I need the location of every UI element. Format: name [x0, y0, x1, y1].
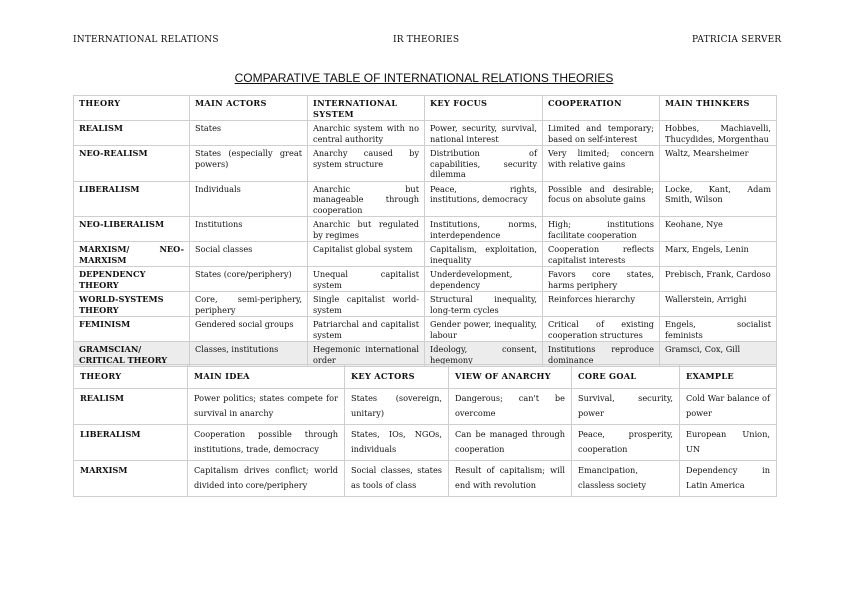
- header-topic: IR THEORIES: [393, 35, 460, 45]
- column-header: THEORY: [74, 365, 188, 389]
- table-cell: Hobbes, Machiavelli, Thucydides, Morgenthau: [660, 121, 777, 146]
- table-cell: Emancipation, classless society: [572, 461, 680, 497]
- table-cell: Individuals: [190, 181, 308, 217]
- table-cell: Social classes: [190, 242, 308, 267]
- column-header: THEORY: [74, 96, 190, 121]
- table-row: [74, 342, 777, 367]
- table-cell: States (sovereign, unitary): [345, 389, 449, 425]
- table-cell: DEPENDENCY THEORY: [74, 267, 190, 292]
- table-row: [74, 267, 777, 292]
- table-cell: Classes, institutions: [190, 342, 308, 367]
- table-cell: Cooperation possible through institutions, trade, democracy: [188, 425, 345, 461]
- table-cell: WORLD-SYSTEMS THEORY: [74, 292, 190, 317]
- column-header: VIEW OF ANARCHY: [449, 365, 572, 389]
- table-cell: Core, semi-periphery, periphery: [190, 292, 308, 317]
- comparative-table: [73, 95, 777, 367]
- table-cell: Cooperation reflects capitalist interests: [543, 242, 660, 267]
- table-cell: Capitalism drives conflict; world divided into core/periphery: [188, 461, 345, 497]
- table-cell: REALISM: [74, 121, 190, 146]
- table-cell: Anarchic but manageable through cooperation: [308, 181, 425, 217]
- table-cell: Patriarchal and capitalist system: [308, 317, 425, 342]
- table-cell: Marx, Engels, Lenin: [660, 242, 777, 267]
- column-header: EXAMPLE: [680, 365, 777, 389]
- column-header: MAIN THINKERS: [660, 96, 777, 121]
- table-cell: Anarchy caused by system structure: [308, 146, 425, 182]
- table-row: [74, 317, 777, 342]
- table-cell: Power, security, survival, national interest: [425, 121, 543, 146]
- table-cell: Distribution of capabilities, security dilemma: [425, 146, 543, 182]
- summary-table: [73, 364, 777, 497]
- table-cell: Gender power, inequality, labour: [425, 317, 543, 342]
- table-cell: High; institutions facilitate cooperation: [543, 217, 660, 242]
- table-cell: Hegemonic international order: [308, 342, 425, 367]
- table-cell: LIBERALISM: [74, 181, 190, 217]
- table-row: [74, 461, 777, 497]
- column-header: COOPERATION: [543, 96, 660, 121]
- table-cell: Social classes, states as tools of class: [345, 461, 449, 497]
- table-row: [74, 425, 777, 461]
- table-cell: MARXISM: [74, 461, 188, 497]
- column-header: MAIN ACTORS: [190, 96, 308, 121]
- table-cell: LIBERALISM: [74, 425, 188, 461]
- table-cell: Reinforces hierarchy: [543, 292, 660, 317]
- table-cell: Locke, Kant, Adam Smith, Wilson: [660, 181, 777, 217]
- table-cell: Ideology, consent, hegemony: [425, 342, 543, 367]
- header-course: INTERNATIONAL RELATIONS: [73, 35, 219, 45]
- table-cell: Prebisch, Frank, Cardoso: [660, 267, 777, 292]
- table-cell: Result of capitalism; will end with revolution: [449, 461, 572, 497]
- table-cell: States (especially great powers): [190, 146, 308, 182]
- table-row: [74, 146, 777, 182]
- table-cell: Survival, security, power: [572, 389, 680, 425]
- table-header-row: [74, 365, 777, 389]
- table-cell: Cold War balance of power: [680, 389, 777, 425]
- table-cell: Dangerous; can't be overcome: [449, 389, 572, 425]
- table-cell: States: [190, 121, 308, 146]
- table-cell: Gendered social groups: [190, 317, 308, 342]
- header-author: PATRICIA SERVER: [692, 35, 782, 45]
- table-cell: European Union, UN: [680, 425, 777, 461]
- table-cell: Structural inequality, long-term cycles: [425, 292, 543, 317]
- table-cell: Wallerstein, Arrighi: [660, 292, 777, 317]
- column-header: KEY FOCUS: [425, 96, 543, 121]
- table-cell: Peace, rights, institutions, democracy: [425, 181, 543, 217]
- table-cell: Critical of existing cooperation structures: [543, 317, 660, 342]
- table-cell: Single capitalist world-system: [308, 292, 425, 317]
- table-cell: GRAMSCIAN/ CRITICAL THEORY: [74, 342, 190, 367]
- table-cell: Limited and temporary; based on self-interest: [543, 121, 660, 146]
- table-cell: Capitalist global system: [308, 242, 425, 267]
- column-header: MAIN IDEA: [188, 365, 345, 389]
- table-cell: Unequal capitalist system: [308, 267, 425, 292]
- table-cell: REALISM: [74, 389, 188, 425]
- table-cell: Keohane, Nye: [660, 217, 777, 242]
- table-row: [74, 242, 777, 267]
- table-row: [74, 121, 777, 146]
- table-row: [74, 389, 777, 425]
- column-header: INTERNATIONAL SYSTEM: [308, 96, 425, 121]
- table-cell: Gramsci, Cox, Gill: [660, 342, 777, 367]
- document-title: COMPARATIVE TABLE OF INTERNATIONAL RELATIONS THEORIES: [234, 71, 614, 85]
- table-cell: Power politics; states compete for survival in anarchy: [188, 389, 345, 425]
- table-cell: MARXISM/ NEO-MARXISM: [74, 242, 190, 267]
- table-cell: Engels, socialist feminists: [660, 317, 777, 342]
- table-header-row: [74, 96, 777, 121]
- table-row: [74, 181, 777, 217]
- table-cell: Anarchic system with no central authority: [308, 121, 425, 146]
- table-cell: Institutions: [190, 217, 308, 242]
- table-cell: Capitalism, exploitation, inequality: [425, 242, 543, 267]
- table-cell: Institutions, norms, interdependence: [425, 217, 543, 242]
- table-cell: States (core/periphery): [190, 267, 308, 292]
- table-cell: Very limited; concern with relative gains: [543, 146, 660, 182]
- table-cell: Waltz, Mearsheimer: [660, 146, 777, 182]
- table-cell: Favors core states, harms periphery: [543, 267, 660, 292]
- table-cell: NEO-REALISM: [74, 146, 190, 182]
- table-row: [74, 292, 777, 317]
- table-cell: NEO-LIBERALISM: [74, 217, 190, 242]
- table-cell: Institutions reproduce dominance: [543, 342, 660, 367]
- table-cell: Anarchic but regulated by regimes: [308, 217, 425, 242]
- table-cell: FEMINISM: [74, 317, 190, 342]
- column-header: CORE GOAL: [572, 365, 680, 389]
- table-cell: Possible and desirable; focus on absolute gains: [543, 181, 660, 217]
- table-cell: Underdevelopment, dependency: [425, 267, 543, 292]
- table-cell: Peace, prosperity, cooperation: [572, 425, 680, 461]
- table-row: [74, 217, 777, 242]
- table-cell: States, IOs, NGOs, individuals: [345, 425, 449, 461]
- table-cell: Dependency in Latin America: [680, 461, 777, 497]
- column-header: KEY ACTORS: [345, 365, 449, 389]
- table-cell: Can be managed through cooperation: [449, 425, 572, 461]
